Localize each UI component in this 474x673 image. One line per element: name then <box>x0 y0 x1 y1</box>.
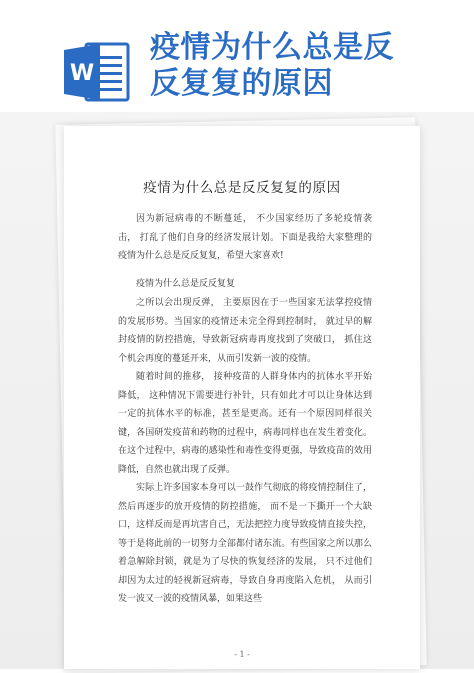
word-document-icon <box>62 40 132 104</box>
banner-title <box>150 30 465 102</box>
document-body <box>118 210 372 609</box>
body-paragraph: 之所以会出现反弹， 主要原因在于一些国家无法掌控疫情的发展形势。当国家的疫情还未完全得到控制时， 就过早的解封疫情的防控措施，导致新冠病毒再度找到了突破口， 抓住这个机会再度的蔓延开来，从而引发新一波的疫情。 <box>118 298 372 364</box>
body-paragraph: 实际上许多国家本身可以一鼓作气彻底的将疫情控制住了，然后再逐步的放开疫情的防控措施， 而不是一下撕开一个大缺口，这样反而是再坑害自己，无法把控力度导致疫情直接失控，等于是将此前的一切努力全部都付诸东流。有些国家之所以那么着急解除封锁，就是为了尽快的恢复经济的发展， 只不过他们却因为太过的轻视新冠病毒，导致自身再度陷入危机， 从而引发一波又一波的疫情风暴，如果这些 <box>118 483 372 604</box>
body-paragraph: 随着时间的推移， 接种疫苗的人群身体内的抗体水平开始降低， 这种情况下需要进行补针，只有如此才可以让身体达到一定的抗体水平的标准，甚至是更高。还有一个原因同样很关键，各国研发疫苗和药物的过程中，病毒同样也在发生着变化。在这个过程中，病毒的感染性和毒性变得更强，导致疫苗的效用降低，自然也就出现了反弹。 <box>118 372 372 475</box>
svg-text:W: W <box>69 61 95 86</box>
section-heading: 疫情为什么总是反反复复 <box>136 278 236 289</box>
document-page <box>64 126 420 669</box>
page-number: - 1 - <box>234 650 250 659</box>
banner-title-line-1: 疫情为什么总是反 <box>150 30 394 65</box>
banner-title-line-2: 反复复的原因 <box>150 66 333 101</box>
intro-paragraph: 因为新冠病毒的不断蔓延， 不少国家经历了多轮疫情袭击， 打乱了他们自身的经济发展计划。下面是我给大家整理的疫情为什么总是反反复复，希望大家喜欢! <box>118 214 372 261</box>
banner <box>0 0 474 118</box>
document-title: 疫情为什么总是反反复复的原因 <box>143 180 341 196</box>
